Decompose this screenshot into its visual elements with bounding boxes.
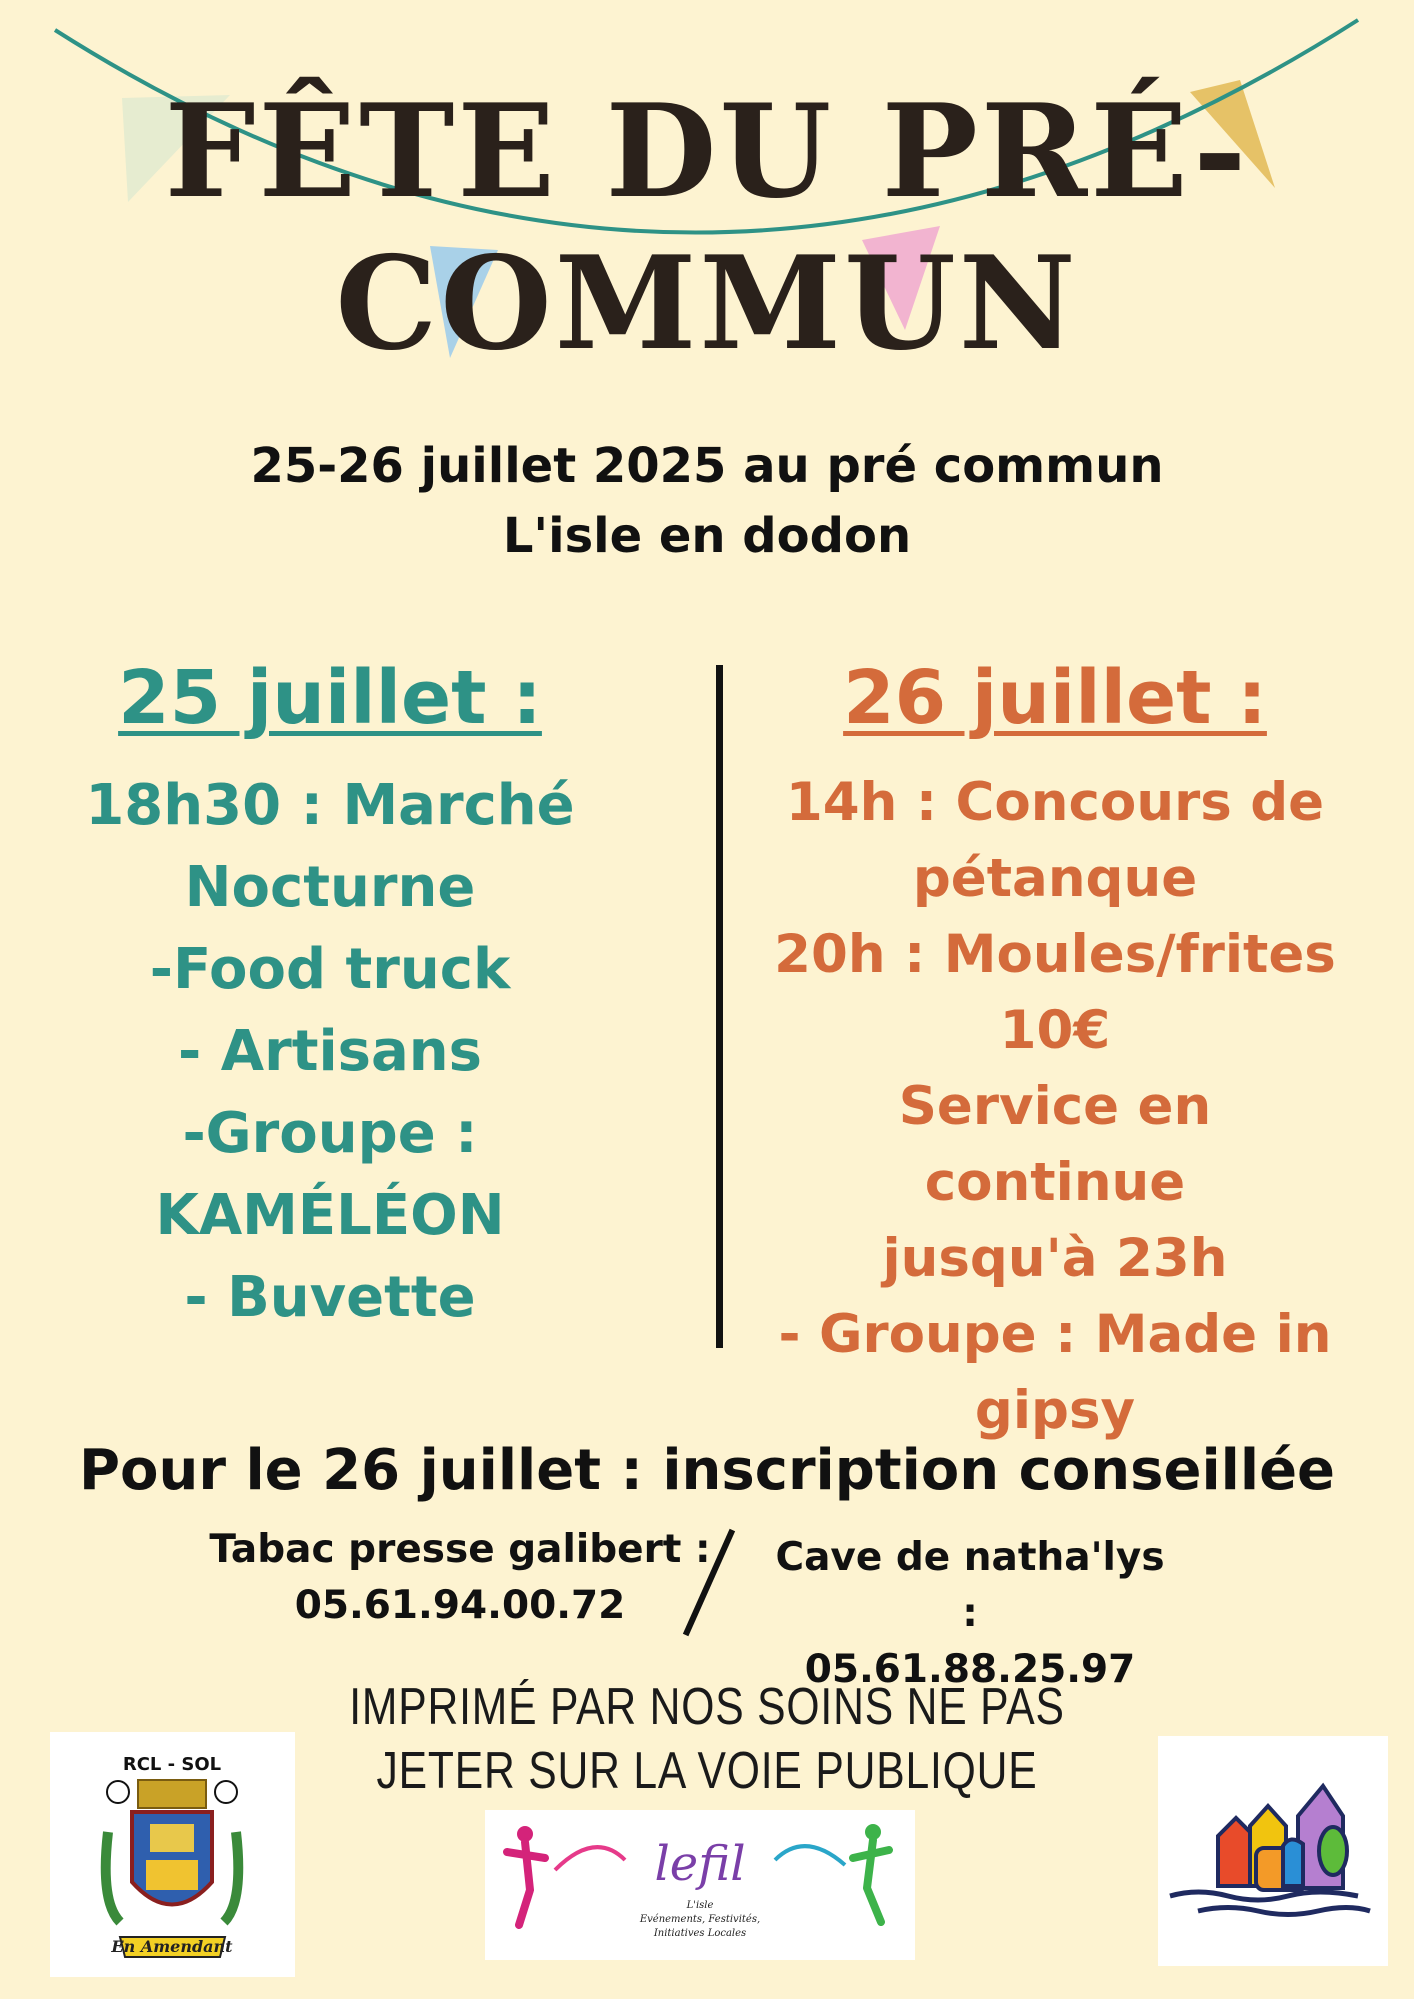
- page-title-line-1: FÊTE DU PRÉ-: [164, 77, 1250, 227]
- day2-line: pétanque: [912, 848, 1198, 909]
- day1-line: -Groupe :: [182, 1101, 478, 1166]
- day1-line: -Food truck: [149, 937, 511, 1002]
- day1-line: Nocturne: [184, 855, 476, 920]
- column-divider: [716, 665, 723, 1348]
- rcl-sol-label: RCL - SOL: [122, 1754, 222, 1775]
- day2-line: gipsy: [974, 1380, 1136, 1441]
- lefil-logo: [485, 1810, 915, 1960]
- day2-line: jusqu'à 23h: [882, 1228, 1228, 1289]
- town-houses-icon: [1158, 1736, 1388, 1966]
- day1-program: [70, 655, 590, 1339]
- print-notice: [127, 1675, 1286, 1803]
- day2-line: 20h : Moules/frites: [774, 924, 1336, 985]
- day2-line: Service en continue: [898, 1076, 1212, 1213]
- lefil-caption-1: L'isle: [686, 1900, 714, 1911]
- contact-phone: 05.61.88.25.97: [804, 1647, 1136, 1692]
- day2-line: 10€: [999, 1000, 1111, 1061]
- lefil-caption-2: Evénements, Festivités,: [639, 1914, 761, 1925]
- registration-note: Pour le 26 juillet : inscription conseillée: [78, 1438, 1336, 1503]
- contact-tabac: [205, 1522, 715, 1634]
- crest-icon: [50, 1732, 295, 1977]
- contact-name: Cave de natha'lys :: [775, 1535, 1165, 1636]
- day1-line: - Buvette: [184, 1265, 476, 1330]
- day2-heading: 26 juillet :: [843, 655, 1267, 741]
- day1-line: 18h30 : Marché: [85, 773, 575, 838]
- contact-cave: [770, 1530, 1170, 1698]
- print-notice-line-1: IMPRIMÉ PAR NOS SOINS NE PAS: [349, 1678, 1065, 1736]
- rcl-sol-logo: [50, 1732, 295, 1977]
- event-location: L'isle en dodon: [502, 508, 912, 564]
- contact-name: Tabac presse galibert :: [209, 1527, 711, 1572]
- rcl-ribbon-text: En Amendant: [111, 1937, 233, 1956]
- page-title-line-2: COMMUN: [335, 229, 1079, 379]
- lefil-icon: [485, 1810, 915, 1960]
- event-dates: 25-26 juillet 2025 au pré commun: [250, 438, 1164, 494]
- day2-line: 14h : Concours de: [785, 772, 1325, 833]
- town-logo: [1158, 1736, 1388, 1966]
- day1-line: - Artisans: [178, 1019, 482, 1084]
- contact-phone: 05.61.94.00.72: [294, 1583, 626, 1628]
- day1-line: KAMÉLÉON: [155, 1183, 505, 1248]
- day2-program: [760, 655, 1350, 1449]
- lefil-wordmark: lefil: [654, 1836, 746, 1892]
- day2-line: - Groupe : Made in: [778, 1304, 1332, 1365]
- day1-heading: 25 juillet :: [118, 655, 542, 741]
- print-notice-line-2: JETER SUR LA VOIE PUBLIQUE: [376, 1742, 1038, 1800]
- lefil-caption-3: Initiatives Locales: [653, 1928, 747, 1939]
